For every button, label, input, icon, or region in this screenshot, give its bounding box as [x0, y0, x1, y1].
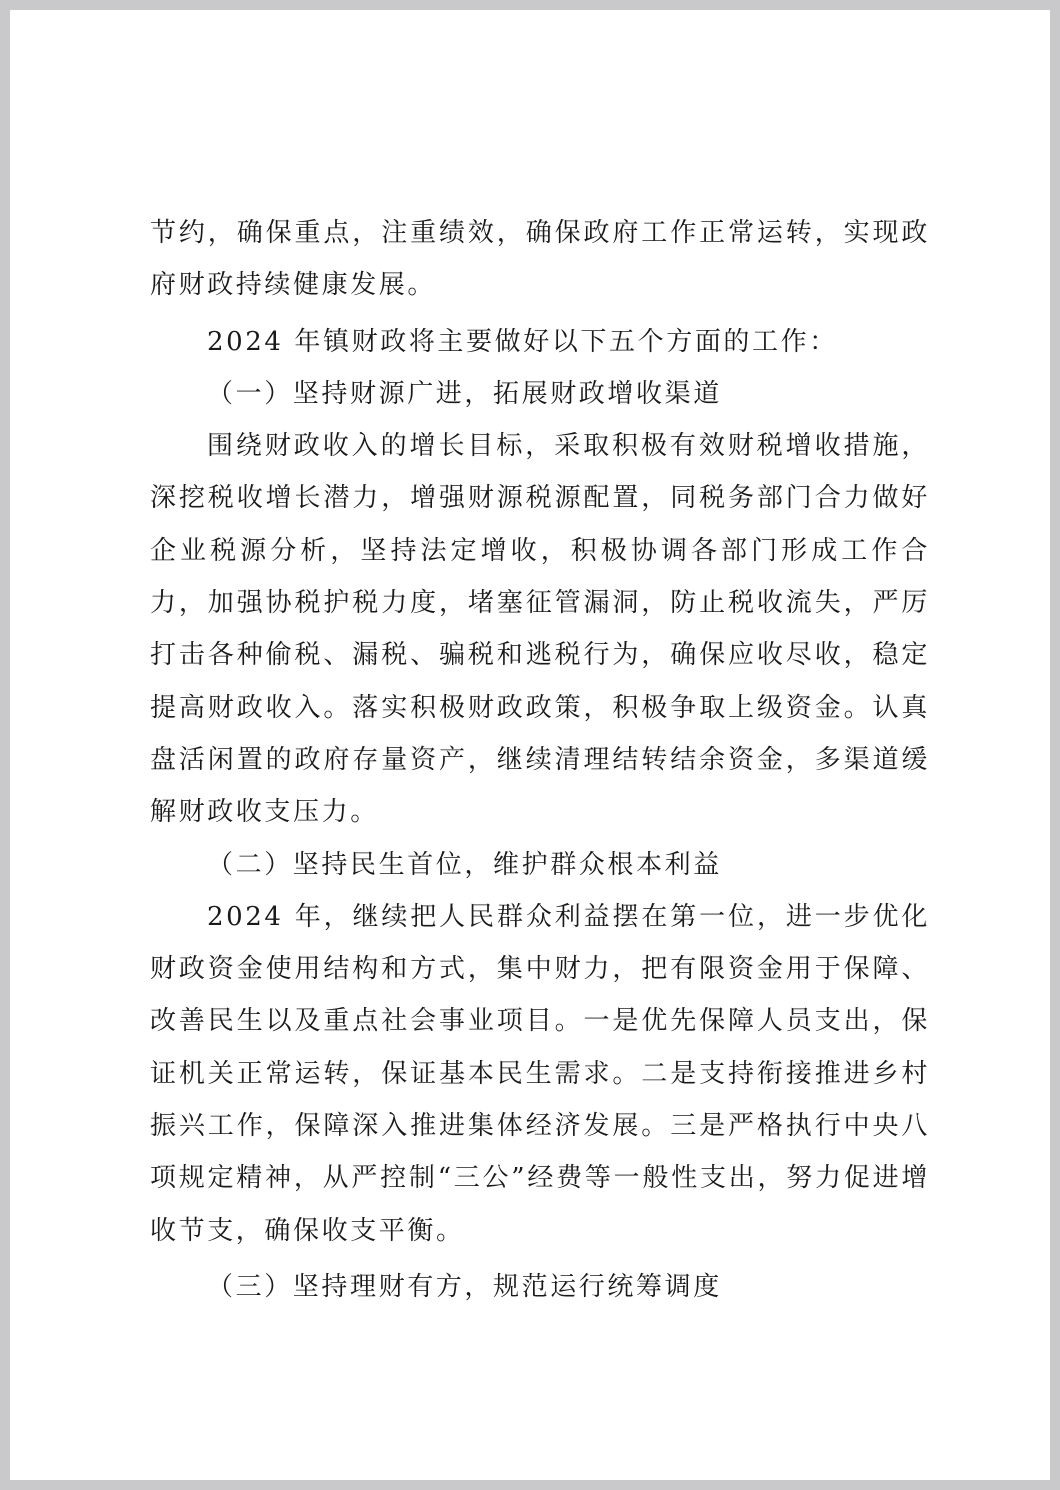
document-page	[10, 10, 1050, 1480]
section-heading-1: （一）坚持财源广进，拓展财政增收渠道	[207, 378, 722, 409]
paragraph-section-2: 2024 年，继续把人民群众利益摆在第一位，进一步优化财政资金使用结构和方式，集中财力，把有限资金用于保障、改善民生以及重点社会事业项目。一是优先保障人员支出，保证机关正常运转，保证基本民生需求。二是支持衔接推进乡村振兴工作，保障深入推进集体经济发展。三是严格执行中央八项规定精神，从严控制“三公”经费等一般性支出，努力促进增收节支，确保收支平衡。	[150, 901, 930, 1246]
paragraph-continuation: 节约，确保重点，注重绩效，确保政府工作正常运转，实现政府财政持续健康发展。	[150, 218, 930, 301]
section-heading-3: （三）坚持理财有方，规范运行统筹调度	[207, 1271, 722, 1302]
paragraph-section-1: 围绕财政收入的增长目标，采取积极有效财税增收措施，深挖税收增长潜力，增强财源税源配置，同税务部门合力做好企业税源分析，坚持法定增收，积极协调各部门形成工作合力，加强协税护税力度，堵塞征管漏洞，防止税收流失，严厉打击各种偷税、漏税、骗税和逃税行为，确保应收尽收，稳定提高财政收入。落实积极财政政策，积极争取上级资金。认真盘活闲置的政府存量资产，继续清理结转结余资金，多渠道缓解财政收支压力。	[150, 431, 930, 828]
document-body	[150, 207, 930, 1313]
section-heading-2: （二）坚持民生首位，维护群众根本利益	[207, 849, 722, 880]
paragraph-intro: 2024 年镇财政将主要做好以下五个方面的工作：	[207, 326, 838, 357]
